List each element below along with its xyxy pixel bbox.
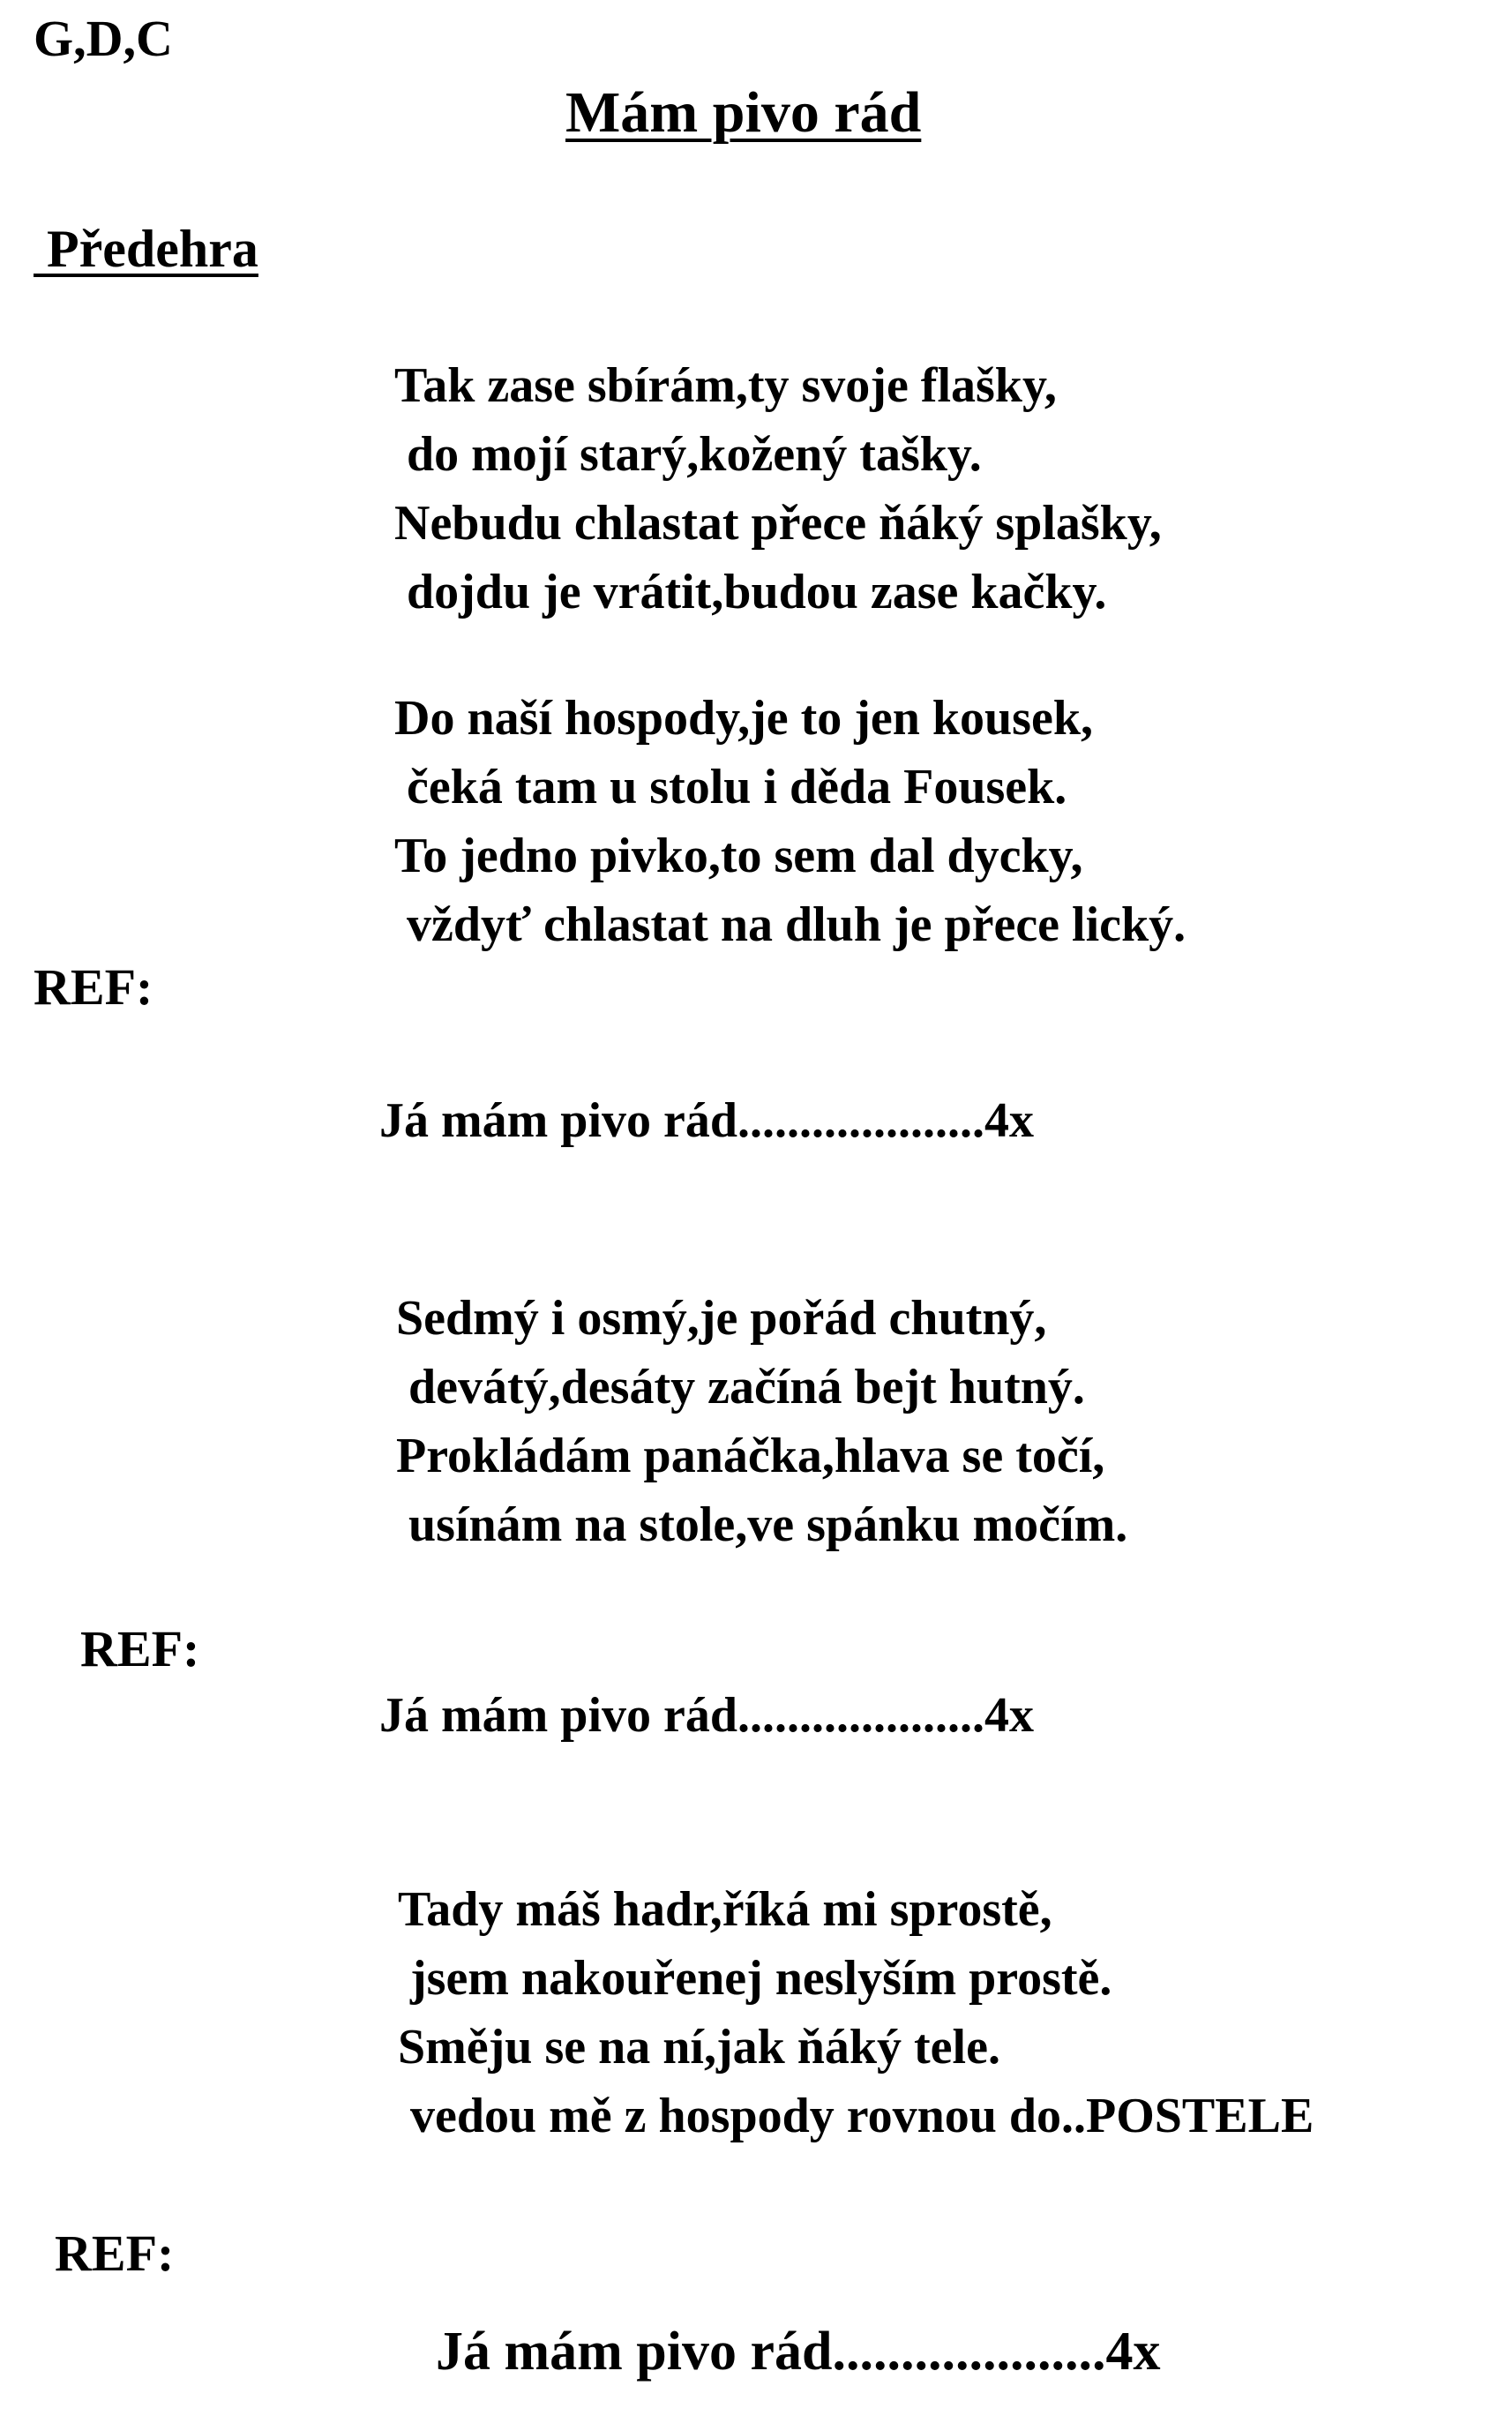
verse-line: jsem nakouřenej neslyším prostě. [398,1951,1112,2006]
verse-line: Sedmý i osmý,je pořád chutný, [396,1291,1047,1346]
verse-line: usínám na stole,ve spánku močím. [396,1497,1128,1552]
verse-line: Tak zase sbírám,ty svoje flašky, [394,358,1057,413]
verse-line: vždyť chlastat na dluh je přece lický. [394,897,1186,952]
refrain-label: REF: [55,2225,175,2282]
verse-1 [394,351,1162,627]
verse-3 [396,1284,1127,1559]
intro-heading: Předehra [34,220,258,278]
verse-line: Nebudu chlastat přece ňáký splašky, [394,496,1162,551]
song-title: Mám pivo rád [565,80,922,145]
verse-line: Tady máš hadr,říká mi sprostě, [398,1882,1052,1937]
chord-list: G,D,C [34,10,173,67]
refrain-label: REF: [80,1620,200,1677]
verse-line: Prokládám panáčka,hlava se točí, [396,1429,1105,1483]
verse-line: do mojí starý,kožený tašky. [394,427,982,482]
refrain-line: Já mám pivo rád....................4x [379,1688,1034,1743]
verse-4 [398,1875,1314,2150]
verse-line: Do naší hospody,je to jen kousek, [394,691,1093,746]
verse-line: dojdu je vrátit,budou zase kačky. [394,565,1107,619]
refrain-line: Já mám pivo rád....................4x [436,2322,1161,2382]
verse-line: vedou mě z hospody rovnou do..POSTELE [398,2089,1314,2143]
verse-line: čeká tam u stolu i děda Fousek. [394,760,1067,814]
verse-line: devátý,desáty začíná bejt hutný. [396,1360,1085,1414]
verse-2 [394,684,1186,959]
refrain-line: Já mám pivo rád....................4x [379,1093,1034,1148]
verse-line: Směju se na ní,jak ňáký tele. [398,2020,1000,2075]
refrain-label: REF: [34,958,153,1016]
verse-line: To jedno pivko,to sem dal dycky, [394,829,1083,883]
